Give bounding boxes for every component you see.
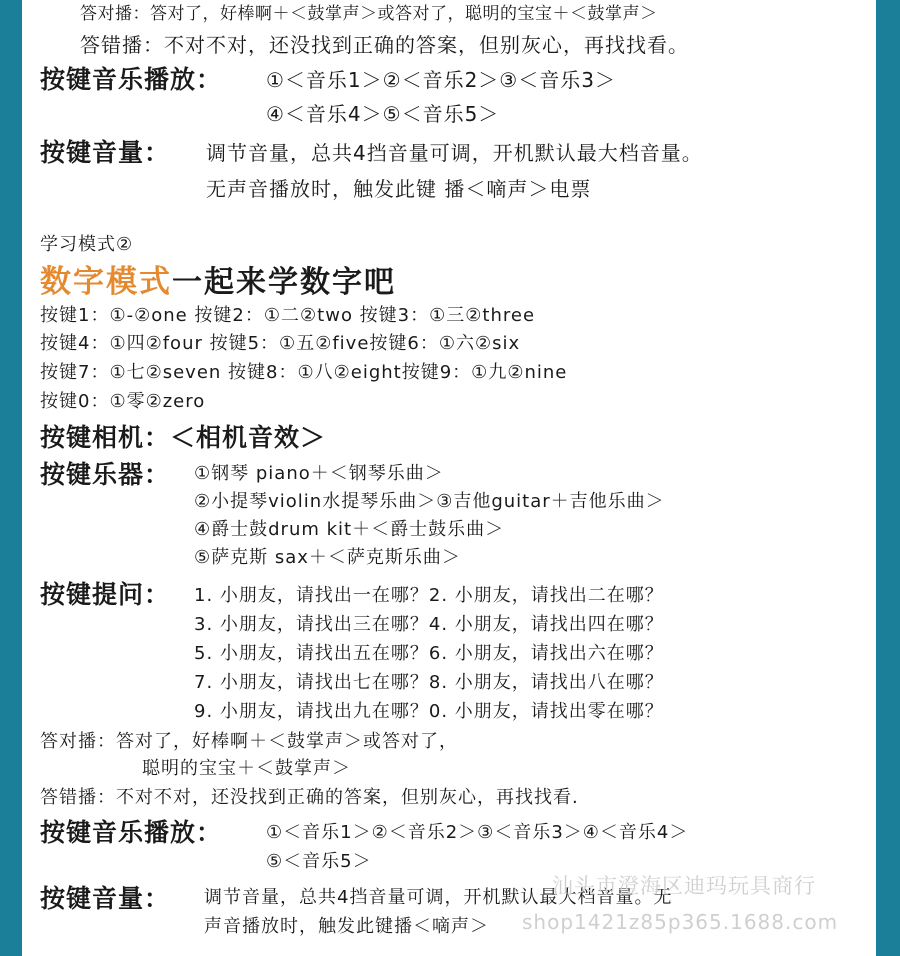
document-panel: [22, 0, 876, 956]
watermark-line2: shop1421z85p365.1688.com: [522, 910, 839, 934]
answer-wrong-top: 答错播：不对不对，还没找到正确的答案，但别灰心，再找找看。: [80, 33, 689, 57]
question-line4: 7. 小朋友，请找出七在哪？8. 小朋友，请找出八在哪？: [194, 672, 664, 693]
answer-correct-line2: 聪明的宝宝＋＜鼓掌声＞: [142, 758, 351, 779]
music-line2: ⑤＜音乐5＞: [266, 851, 372, 872]
keys-line1: 按键1：①-②one 按键2：①二②two 按键3：①三②three: [40, 305, 536, 326]
mode-title: [40, 264, 396, 300]
volume-label: 按键音量：: [40, 884, 171, 913]
camera-line: 按键相机：＜相机音效＞: [40, 423, 327, 452]
volume-line2: 声音播放时，触发此键播＜嘀声＞: [204, 916, 489, 937]
mode-label: 学习模式②: [40, 234, 134, 255]
volume-line1: 调节音量，总共4挡音量可调，开机默认最大档音量。无: [204, 887, 673, 908]
volume-line2-top: 无声音播放时，触发此键 播＜嘀声＞电票: [206, 177, 592, 201]
answer-correct-top: 答对播：答对了，好棒啊＋＜鼓掌声＞或答对了，聪明的宝宝＋＜鼓掌声＞: [80, 4, 658, 24]
answer-correct-line1: 答对播：答对了，好棒啊＋＜鼓掌声＞或答对了，: [40, 731, 458, 752]
mode-title-rest: 一起来学数字吧: [172, 265, 396, 300]
music-label: 按键音乐播放：: [40, 818, 223, 847]
keys-line4: 按键0：①零②zero: [40, 391, 206, 412]
instrument-label: 按键乐器：: [40, 460, 171, 489]
volume-label-top: 按键音量：: [40, 138, 171, 167]
question-label: 按键提问：: [40, 580, 171, 609]
answer-wrong: 答错播：不对不对，还没找到正确的答案，但别灰心，再找找看.: [40, 787, 579, 808]
music-line1: ①＜音乐1＞②＜音乐2＞③＜音乐3＞④＜音乐4＞: [266, 822, 689, 843]
keys-line3: 按键7：①七②seven 按键8：①八②eight按键9：①九②nine: [40, 362, 568, 383]
question-line1: 1. 小朋友，请找出一在哪？2. 小朋友，请找出二在哪？: [194, 585, 664, 606]
mode-title-accent: 数字模式: [40, 264, 172, 300]
volume-line1-top: 调节音量，总共4挡音量可调，开机默认最大档音量。: [206, 141, 703, 165]
keys-line2: 按键4：①四②four 按键5：①五②five按键6：①六②six: [40, 333, 521, 354]
instrument-line3: ④爵士鼓drum kit＋＜爵士鼓乐曲＞: [194, 519, 505, 540]
music-line2-top: ④＜音乐4＞⑤＜音乐5＞: [266, 102, 500, 126]
music-line1-top: ①＜音乐1＞②＜音乐2＞③＜音乐3＞: [266, 68, 616, 92]
question-line2: 3. 小朋友，请找出三在哪？4. 小朋友，请找出四在哪？: [194, 614, 664, 635]
instrument-line4: ⑤萨克斯 sax＋＜萨克斯乐曲＞: [194, 547, 461, 568]
instrument-line1: ①钢琴 piano＋＜钢琴乐曲＞: [194, 463, 444, 484]
question-line3: 5. 小朋友，请找出五在哪？6. 小朋友，请找出六在哪？: [194, 643, 664, 664]
question-line5: 9. 小朋友，请找出九在哪？0. 小朋友，请找出零在哪？: [194, 701, 664, 722]
instrument-line2: ②小提琴violin水提琴乐曲＞③吉他guitar＋吉他乐曲＞: [194, 491, 665, 512]
watermark-line1: 汕头市澄海区迪玛玩具商行: [552, 874, 816, 898]
music-label-top: 按键音乐播放：: [40, 65, 223, 94]
